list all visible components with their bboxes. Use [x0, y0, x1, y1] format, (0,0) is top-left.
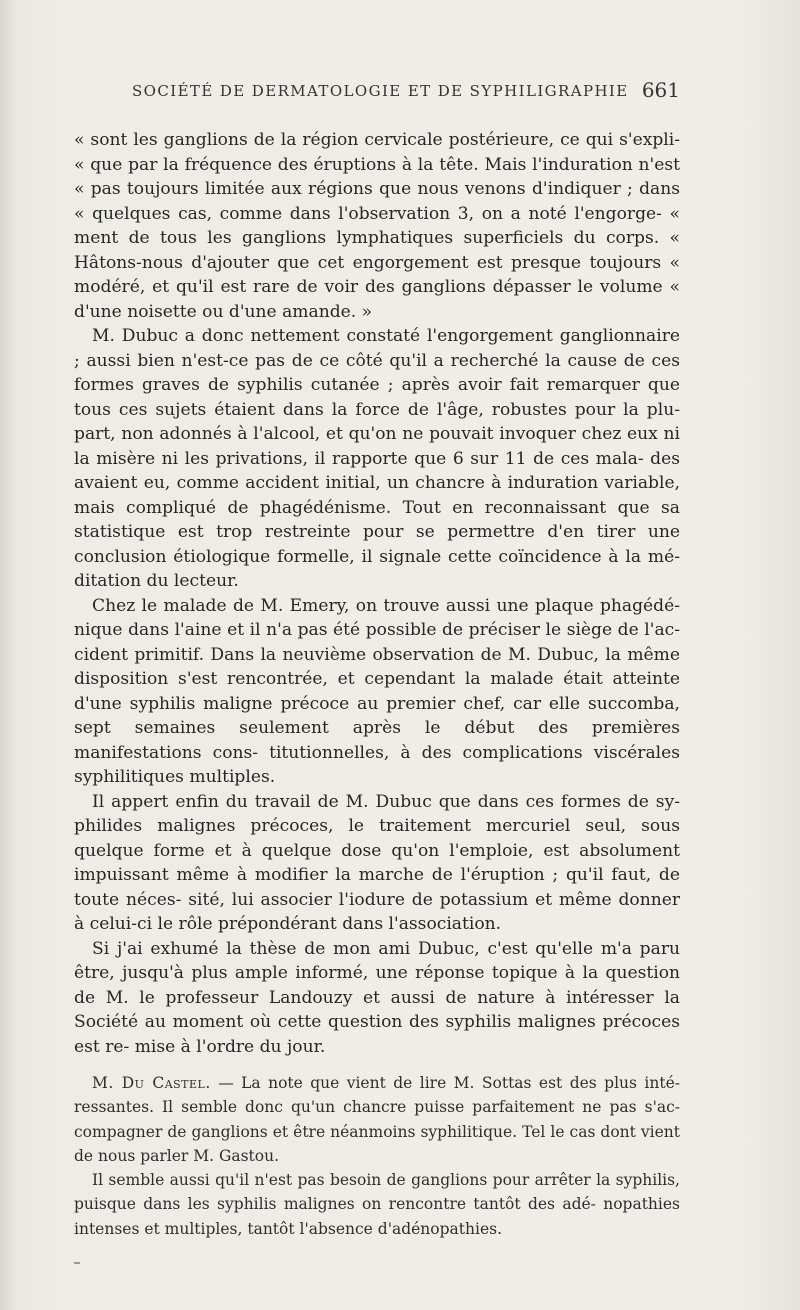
body-text — [74, 128, 680, 1241]
paragraph-quotation: « sont les ganglions de la région cervicale postérieure, ce qui s'expli- « que par la fréquence des éruptions à la tête. Mais l'induration n'est « pas toujours limitée aux régions que nous venons d'indiquer ; dans « quelques cas, comme dans l'observation 3, on a noté l'engorge- « ment de tous les ganglions lymphatiques superficiels du corps. « Hâtons-nous d'ajouter que cet engorgement est presque toujours « modéré, et qu'il est rare de voir des ganglions dépasser le volume « d'une noisette ou d'une amande. » — [74, 130, 680, 322]
section-gap — [74, 1059, 680, 1071]
paragraph-du-castel-text: — La note que vient de lire M. Sottas est des plus inté- ressantes. Il semble donc qu'un chancre puisse parfaitement ne pas s'ac- compagner de ganglions et être néanmoins syphilitique. Tel le cas dont vient de nous parler M. Gastou. — [74, 1074, 680, 1165]
paragraph-treatment: Il appert enfin du travail de M. Dubuc que dans ces formes de sy- philides malignes précoces, le traitement mercuriel seul, sous quelque forme et à quelque dose qu'on l'emploie, est absolument impuissant même à modifier la marche de l'éruption ; qu'il faut, de toute néces- sité, lui associer l'iodure de potassium et même donner à celui-ci le rôle prépondérant dans l'association. — [74, 791, 680, 934]
running-header — [132, 78, 680, 106]
paragraph-dubuc: M. Dubuc a donc nettement constaté l'engorgement ganglionnaire ; aussi bien n'est-ce pas de ce côté qu'il a recherché la cause de ces formes graves de syphilis cutanée ; après avoir fait remarquer que tous ces sujets étaient dans la force de l'âge, robustes pour la plu- part, non adonnés à l'alcool, et qu'on ne pouvait invoquer chez eux ni la misère ni les privations, il rapporte que 6 sur 11 de ces mala- des avaient eu, comme accident initial, un chancre à induration variable, mais compliqué de phagédénisme. Tout en reconnaissant que sa statistique est trop restreinte pour se permettre d'en tirer une conclusion étiologique formelle, il signale cette coïncidence à la mé- ditation du lecteur. — [74, 326, 680, 591]
running-title: SOCIÉTÉ DE DERMATOLOGIE ET DE SYPHILIGRAPHIE — [132, 82, 629, 100]
paragraph-du-castel — [74, 1071, 680, 1168]
paragraph-ganglions: Il semble aussi qu'il n'est pas besoin de ganglions pour arrêter la syphilis, puisque dans les syphilis malignes on rencontre tantôt des adé- nopathies intenses et multiples, tantôt l'absence d'adénopathies. — [74, 1171, 680, 1238]
paragraph-thesis: Si j'ai exhumé la thèse de mon ami Dubuc, c'est qu'elle m'a paru être, jusqu'à plus ample informé, une réponse topique à la question de M. le professeur Landouzy et aussi de nature à intéresser la Société au moment où cette question des syphilis malignes précoces est re- mise à l'ordre du jour. — [74, 938, 680, 1057]
print-mark — [74, 1262, 80, 1264]
page-number: 661 — [641, 78, 680, 102]
speaker-name: M. Du Castel. — [92, 1074, 211, 1092]
paragraph-emery: Chez le malade de M. Emery, on trouve aussi une plaque phagédé- nique dans l'aine et il n'a pas été possible de préciser le siège de l'ac- cident primitif. Dans la neuvième observation de M. Dubuc, la même disposition s'est rencontrée, et cependant la malade était atteinte d'une syphilis maligne précoce au premier chef, car elle succomba, sept semaines seulement après le début des premières manifestations cons- titutionnelles, à des complications viscérales syphilitiques multiples. — [74, 595, 680, 787]
